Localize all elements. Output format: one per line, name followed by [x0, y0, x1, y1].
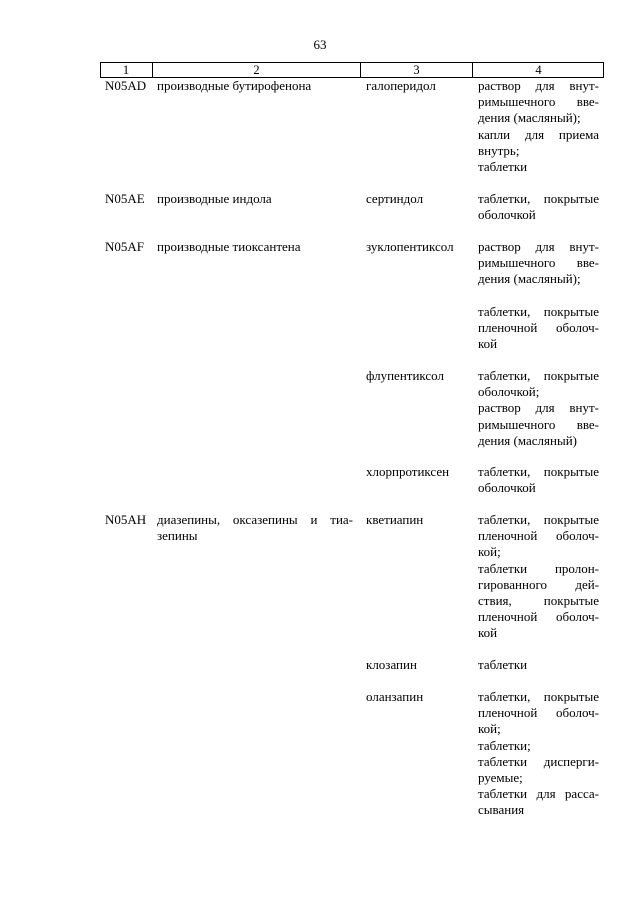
drug-name: хлорпротиксен [366, 464, 450, 479]
dosage-form-line: таблетки дисперги- [478, 753, 599, 769]
dosage-form-line: кой; [478, 721, 501, 737]
dosage-form-line: римышечного вве- [478, 416, 599, 432]
dosage-form-line: дения (масляный); [478, 110, 581, 126]
dosage-form-line: оболочкой [478, 207, 536, 223]
dosage-forms [478, 239, 599, 352]
dosage-forms [478, 464, 599, 496]
dosage-form-line: таблетки [478, 158, 528, 174]
dosage-form-line: римышечного вве- [478, 94, 599, 110]
group-name: производные индола [157, 191, 272, 206]
dosage-form-line: пленочной оболоч- [478, 705, 599, 721]
drug-name: галоперидол [366, 78, 436, 93]
drug-name: оланзапин [366, 689, 424, 704]
dosage-form-line: раствор для внут- [478, 239, 599, 254]
dosage-form-line: таблетки, покрытые [478, 191, 599, 206]
page-number: 63 [313, 37, 327, 52]
dosage-form-line [478, 288, 599, 304]
dosage-forms [478, 657, 599, 673]
atc-code: N05AH [105, 512, 147, 527]
group-name: производные бутирофенона [157, 78, 312, 93]
dosage-form-line: гированного дей- [478, 576, 599, 592]
dosage-form-line: римышечного вве- [478, 255, 599, 271]
dosage-form-line: сывания [478, 802, 525, 818]
dosage-form-line: раствор для внут- [478, 78, 599, 93]
dosage-form-line: раствор для внут- [478, 400, 599, 416]
dosage-form-line: таблетки; [478, 737, 531, 753]
dosage-form-line: пленочной оболоч- [478, 609, 599, 625]
column-header-4: 4 [535, 63, 542, 77]
dosage-form-line: руемые; [478, 769, 523, 785]
drug-name: флупентиксол [366, 368, 444, 383]
dosage-form-line: кой; [478, 544, 501, 560]
dosage-form-line: оболочкой; [478, 384, 540, 400]
drug-name: клозапин [366, 657, 417, 672]
dosage-forms [478, 78, 599, 175]
column-header-3: 3 [413, 63, 420, 77]
dosage-forms [478, 191, 599, 223]
dosage-form-line: кой [478, 625, 498, 641]
atc-code: N05AD [105, 78, 147, 93]
dosage-form-line: оболочкой [478, 480, 536, 496]
atc-code: N05AF [105, 239, 145, 254]
dosage-form-line: таблетки, покрытые [478, 368, 599, 383]
dosage-forms [478, 512, 599, 642]
dosage-form-line: пленочной оболоч- [478, 528, 599, 544]
drug-name: кветиапин [366, 512, 424, 527]
dosage-form-line: внутрь; [478, 142, 520, 158]
dosage-form-line: таблетки пролон- [478, 560, 599, 576]
dosage-form-line: ствия, покрытые [478, 592, 599, 608]
dosage-form-line: дения (масляный) [478, 432, 577, 448]
group-name: производные тиоксантена [157, 239, 301, 254]
group-name: диазепины, оксазепины и тиа- зепины [157, 512, 353, 544]
dosage-form-line: таблетки, покрытые [478, 303, 599, 319]
column-header-1: 1 [122, 63, 130, 77]
table-header [100, 62, 604, 78]
dosage-form-line: таблетки, покрытые [478, 464, 599, 479]
dosage-form-line: таблетки, покрытые [478, 689, 599, 704]
dosage-form-line: капли для приема [478, 126, 599, 142]
drug-name: сертиндол [366, 191, 424, 206]
atc-code: N05AE [105, 191, 145, 206]
dosage-form-line: дения (масляный); [478, 271, 581, 287]
column-header-2: 2 [253, 63, 260, 77]
dosage-form-line: кой [478, 336, 498, 352]
dosage-forms [478, 368, 599, 449]
dosage-form-line: таблетки для расса- [478, 786, 599, 802]
dosage-form-line: таблетки [478, 657, 528, 672]
dosage-forms [478, 689, 599, 819]
dosage-form-line: таблетки, покрытые [478, 512, 599, 527]
dosage-form-line: пленочной оболоч- [478, 319, 599, 335]
drug-name: зуклопентиксол [366, 239, 454, 254]
